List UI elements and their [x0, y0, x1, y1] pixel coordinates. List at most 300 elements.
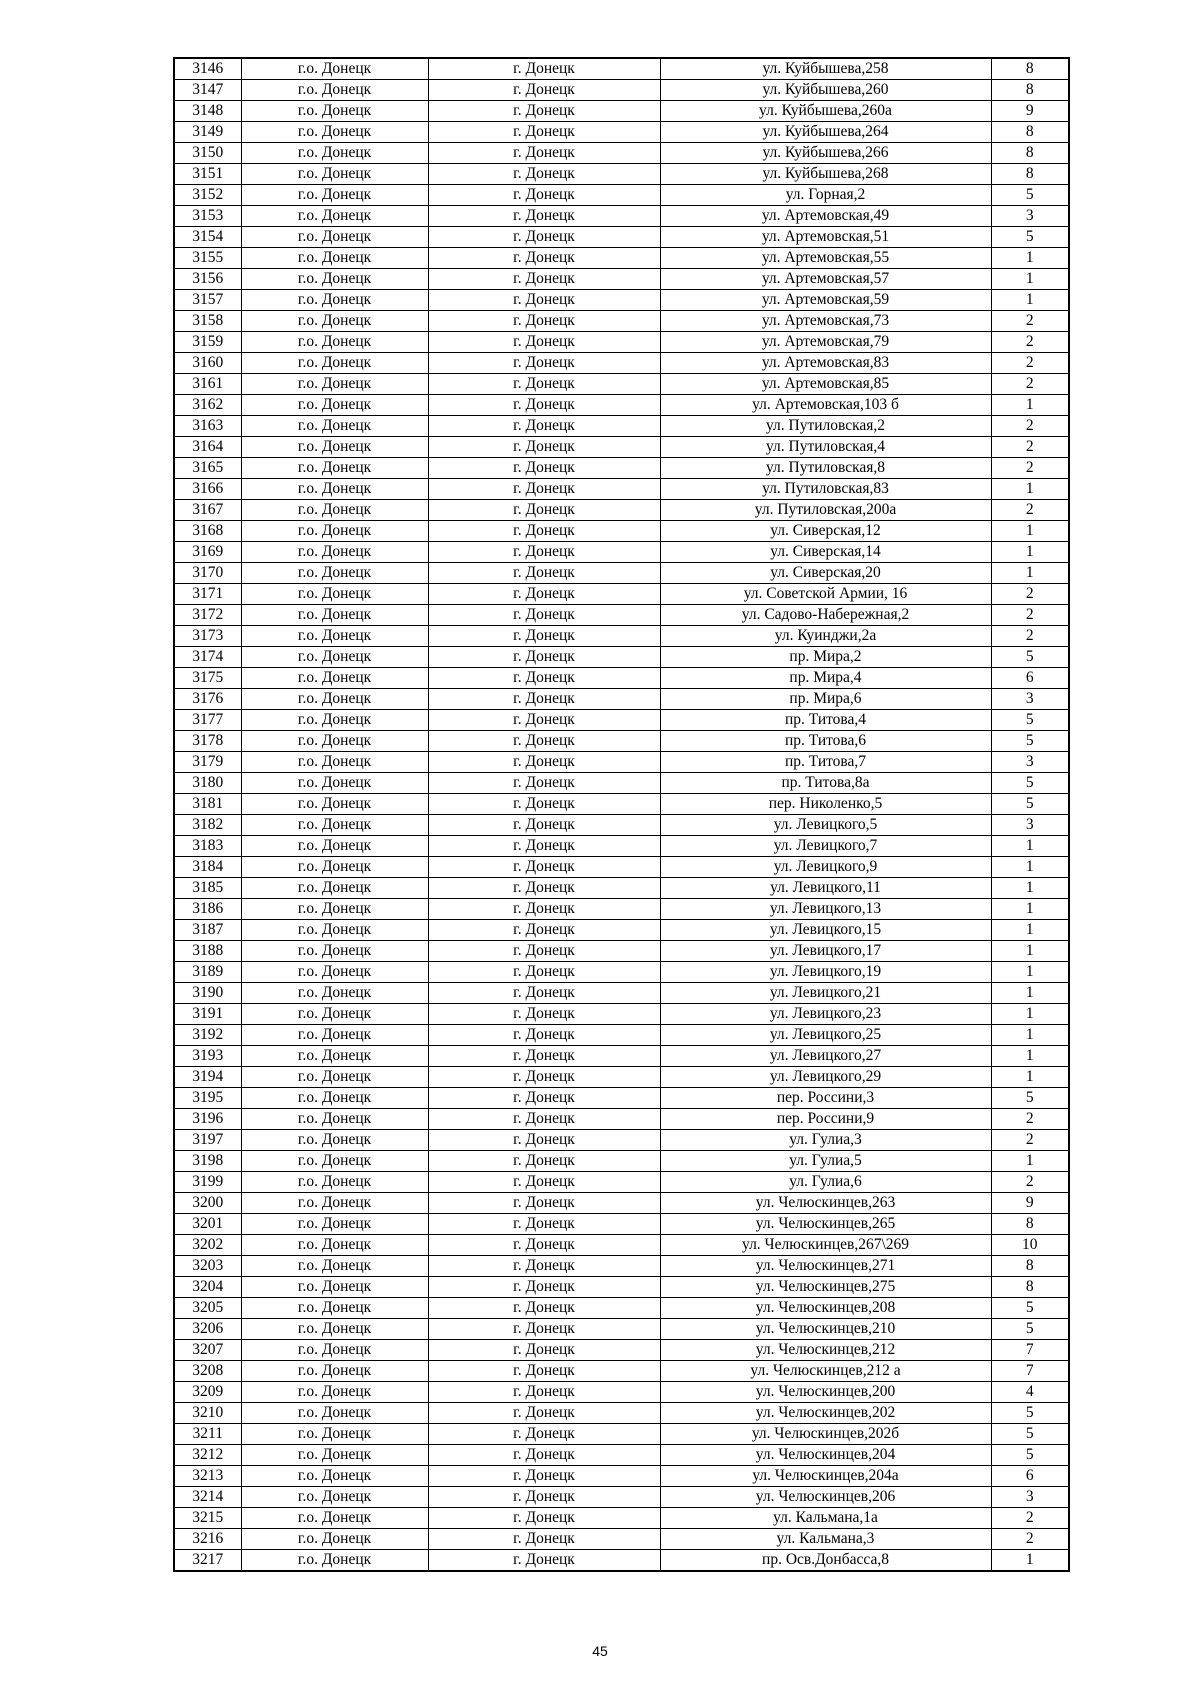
row-number-cell: 3169: [174, 542, 241, 563]
row-number-cell: 3211: [174, 1424, 241, 1445]
count-cell: 2: [991, 374, 1069, 395]
table-row: [174, 920, 1069, 941]
city-cell: г. Донецк: [428, 668, 660, 689]
count-cell: 5: [991, 1445, 1069, 1466]
address-cell: ул. Челюскинцев,204а: [660, 1466, 991, 1487]
row-number-cell: 3185: [174, 878, 241, 899]
table-row: [174, 752, 1069, 773]
count-cell: 2: [991, 584, 1069, 605]
row-number-cell: 3215: [174, 1508, 241, 1529]
row-number-cell: 3168: [174, 521, 241, 542]
city-cell: г. Донецк: [428, 1340, 660, 1361]
district-cell: г.о. Донецк: [241, 1193, 428, 1214]
city-cell: г. Донецк: [428, 353, 660, 374]
table-row: [174, 1256, 1069, 1277]
district-cell: г.о. Донецк: [241, 269, 428, 290]
row-number-cell: 3179: [174, 752, 241, 773]
table-row: [174, 353, 1069, 374]
count-cell: 7: [991, 1361, 1069, 1382]
district-cell: г.о. Донецк: [241, 101, 428, 122]
address-cell: ул. Путиловская,2: [660, 416, 991, 437]
count-cell: 1: [991, 1004, 1069, 1025]
row-number-cell: 3177: [174, 710, 241, 731]
address-cell: ул. Левицкого,11: [660, 878, 991, 899]
address-cell: ул. Кальмана,3: [660, 1529, 991, 1550]
count-cell: 6: [991, 668, 1069, 689]
city-cell: г. Донецк: [428, 1172, 660, 1193]
city-cell: г. Донецк: [428, 563, 660, 584]
address-cell: пер. Россини,3: [660, 1088, 991, 1109]
row-number-cell: 3153: [174, 206, 241, 227]
city-cell: г. Донецк: [428, 206, 660, 227]
address-cell: ул. Путиловская,200а: [660, 500, 991, 521]
row-number-cell: 3182: [174, 815, 241, 836]
city-cell: г. Донецк: [428, 1256, 660, 1277]
city-cell: г. Донецк: [428, 1445, 660, 1466]
district-cell: г.о. Донецк: [241, 500, 428, 521]
address-cell: ул. Левицкого,23: [660, 1004, 991, 1025]
row-number-cell: 3150: [174, 143, 241, 164]
table-row: [174, 773, 1069, 794]
table-row: [174, 668, 1069, 689]
row-number-cell: 3190: [174, 983, 241, 1004]
count-cell: 1: [991, 899, 1069, 920]
district-cell: г.о. Донецк: [241, 605, 428, 626]
address-cell: ул. Гулиа,3: [660, 1130, 991, 1151]
city-cell: г. Донецк: [428, 185, 660, 206]
count-cell: 9: [991, 101, 1069, 122]
city-cell: г. Донецк: [428, 227, 660, 248]
city-cell: г. Донецк: [428, 80, 660, 101]
count-cell: 2: [991, 500, 1069, 521]
table-row: [174, 1109, 1069, 1130]
table-row: [174, 1088, 1069, 1109]
district-cell: г.о. Донецк: [241, 1025, 428, 1046]
table-row: [174, 794, 1069, 815]
address-cell: ул. Советской Армии, 16: [660, 584, 991, 605]
district-cell: г.о. Донецк: [241, 647, 428, 668]
table-row: [174, 1403, 1069, 1424]
district-cell: г.о. Донецк: [241, 899, 428, 920]
row-number-cell: 3199: [174, 1172, 241, 1193]
table-row: [174, 941, 1069, 962]
city-cell: г. Донецк: [428, 58, 660, 80]
address-cell: ул. Левицкого,9: [660, 857, 991, 878]
table-row: [174, 1319, 1069, 1340]
address-cell: ул. Челюскинцев,204: [660, 1445, 991, 1466]
table-row: [174, 1067, 1069, 1088]
table-row: [174, 1277, 1069, 1298]
table-row: [174, 1004, 1069, 1025]
district-cell: г.о. Донецк: [241, 1319, 428, 1340]
row-number-cell: 3174: [174, 647, 241, 668]
district-cell: г.о. Донецк: [241, 1487, 428, 1508]
city-cell: г. Донецк: [428, 542, 660, 563]
table-row: [174, 584, 1069, 605]
city-cell: г. Донецк: [428, 794, 660, 815]
row-number-cell: 3212: [174, 1445, 241, 1466]
row-number-cell: 3200: [174, 1193, 241, 1214]
count-cell: 1: [991, 1067, 1069, 1088]
table-row: [174, 1214, 1069, 1235]
count-cell: 2: [991, 1508, 1069, 1529]
table-row: [174, 983, 1069, 1004]
city-cell: г. Донецк: [428, 1004, 660, 1025]
count-cell: 1: [991, 983, 1069, 1004]
city-cell: г. Донецк: [428, 122, 660, 143]
district-cell: г.о. Донецк: [241, 920, 428, 941]
district-cell: г.о. Донецк: [241, 1214, 428, 1235]
city-cell: г. Донецк: [428, 458, 660, 479]
city-cell: г. Донецк: [428, 983, 660, 1004]
address-cell: ул. Путиловская,8: [660, 458, 991, 479]
district-cell: г.о. Донецк: [241, 1382, 428, 1403]
count-cell: 8: [991, 80, 1069, 101]
city-cell: г. Донецк: [428, 1193, 660, 1214]
city-cell: г. Донецк: [428, 311, 660, 332]
address-cell: ул. Сиверская,14: [660, 542, 991, 563]
address-cell: пр. Титова,6: [660, 731, 991, 752]
district-cell: г.о. Донецк: [241, 710, 428, 731]
row-number-cell: 3202: [174, 1235, 241, 1256]
city-cell: г. Донецк: [428, 857, 660, 878]
address-cell: пер. Россини,9: [660, 1109, 991, 1130]
table-row: [174, 878, 1069, 899]
count-cell: 3: [991, 206, 1069, 227]
count-cell: 1: [991, 395, 1069, 416]
count-cell: 8: [991, 1256, 1069, 1277]
address-cell: ул. Артемовская,83: [660, 353, 991, 374]
count-cell: 1: [991, 542, 1069, 563]
table-row: [174, 689, 1069, 710]
count-cell: 5: [991, 1088, 1069, 1109]
table-row: [174, 58, 1069, 80]
address-cell: ул. Челюскинцев,265: [660, 1214, 991, 1235]
row-number-cell: 3189: [174, 962, 241, 983]
row-number-cell: 3157: [174, 290, 241, 311]
count-cell: 5: [991, 1298, 1069, 1319]
city-cell: г. Донецк: [428, 1235, 660, 1256]
district-cell: г.о. Донецк: [241, 1109, 428, 1130]
address-cell: пер. Николенко,5: [660, 794, 991, 815]
table-row: [174, 500, 1069, 521]
row-number-cell: 3216: [174, 1529, 241, 1550]
address-cell: ул. Артемовская,55: [660, 248, 991, 269]
count-cell: 10: [991, 1235, 1069, 1256]
address-cell: ул. Артемовская,85: [660, 374, 991, 395]
city-cell: г. Донецк: [428, 1109, 660, 1130]
row-number-cell: 3214: [174, 1487, 241, 1508]
address-cell: пр. Мира,4: [660, 668, 991, 689]
city-cell: г. Донецк: [428, 710, 660, 731]
table-row: [174, 1340, 1069, 1361]
row-number-cell: 3151: [174, 164, 241, 185]
city-cell: г. Донецк: [428, 836, 660, 857]
address-cell: ул. Куйбышева,264: [660, 122, 991, 143]
row-number-cell: 3203: [174, 1256, 241, 1277]
count-cell: 2: [991, 626, 1069, 647]
table-row: [174, 626, 1069, 647]
address-cell: ул. Артемовская,59: [660, 290, 991, 311]
row-number-cell: 3176: [174, 689, 241, 710]
count-cell: 8: [991, 1277, 1069, 1298]
count-cell: 5: [991, 1424, 1069, 1445]
district-cell: г.о. Донецк: [241, 395, 428, 416]
address-cell: ул. Путиловская,83: [660, 479, 991, 500]
address-cell: ул. Куинджи,2а: [660, 626, 991, 647]
city-cell: г. Донецк: [428, 395, 660, 416]
count-cell: 1: [991, 1046, 1069, 1067]
city-cell: г. Донецк: [428, 437, 660, 458]
city-cell: г. Донецк: [428, 878, 660, 899]
row-number-cell: 3164: [174, 437, 241, 458]
row-number-cell: 3209: [174, 1382, 241, 1403]
table-row: [174, 1361, 1069, 1382]
row-number-cell: 3166: [174, 479, 241, 500]
city-cell: г. Донецк: [428, 773, 660, 794]
row-number-cell: 3188: [174, 941, 241, 962]
row-number-cell: 3156: [174, 269, 241, 290]
city-cell: г. Донецк: [428, 1214, 660, 1235]
district-cell: г.о. Донецк: [241, 1403, 428, 1424]
address-cell: ул. Левицкого,13: [660, 899, 991, 920]
table-row: [174, 1025, 1069, 1046]
city-cell: г. Донецк: [428, 269, 660, 290]
city-cell: г. Донецк: [428, 584, 660, 605]
city-cell: г. Донецк: [428, 374, 660, 395]
district-cell: г.о. Донецк: [241, 731, 428, 752]
count-cell: 1: [991, 857, 1069, 878]
table-row: [174, 710, 1069, 731]
row-number-cell: 3204: [174, 1277, 241, 1298]
city-cell: г. Донецк: [428, 941, 660, 962]
address-cell: ул. Гулиа,5: [660, 1151, 991, 1172]
address-cell: ул. Челюскинцев,212 а: [660, 1361, 991, 1382]
district-cell: г.о. Донецк: [241, 1088, 428, 1109]
row-number-cell: 3186: [174, 899, 241, 920]
count-cell: 2: [991, 605, 1069, 626]
district-cell: г.о. Донецк: [241, 878, 428, 899]
district-cell: г.о. Донецк: [241, 1235, 428, 1256]
address-cell: ул. Левицкого,25: [660, 1025, 991, 1046]
table-row: [174, 899, 1069, 920]
count-cell: 8: [991, 143, 1069, 164]
district-cell: г.о. Донецк: [241, 794, 428, 815]
district-cell: г.о. Донецк: [241, 416, 428, 437]
city-cell: г. Донецк: [428, 899, 660, 920]
district-cell: г.о. Донецк: [241, 353, 428, 374]
city-cell: г. Донецк: [428, 1130, 660, 1151]
row-number-cell: 3183: [174, 836, 241, 857]
count-cell: 8: [991, 122, 1069, 143]
row-number-cell: 3197: [174, 1130, 241, 1151]
table-row: [174, 1235, 1069, 1256]
city-cell: г. Донецк: [428, 626, 660, 647]
district-cell: г.о. Донецк: [241, 1340, 428, 1361]
district-cell: г.о. Донецк: [241, 1529, 428, 1550]
count-cell: 8: [991, 164, 1069, 185]
table-row: [174, 101, 1069, 122]
row-number-cell: 3163: [174, 416, 241, 437]
count-cell: 2: [991, 1529, 1069, 1550]
count-cell: 1: [991, 1025, 1069, 1046]
district-cell: г.о. Донецк: [241, 437, 428, 458]
count-cell: 1: [991, 1151, 1069, 1172]
district-cell: г.о. Донецк: [241, 1424, 428, 1445]
district-cell: г.о. Донецк: [241, 689, 428, 710]
city-cell: г. Донецк: [428, 1046, 660, 1067]
district-cell: г.о. Донецк: [241, 290, 428, 311]
address-cell: ул. Левицкого,15: [660, 920, 991, 941]
table-row: [174, 1046, 1069, 1067]
city-cell: г. Донецк: [428, 332, 660, 353]
address-cell: пр. Мира,6: [660, 689, 991, 710]
row-number-cell: 3161: [174, 374, 241, 395]
district-cell: г.о. Донецк: [241, 311, 428, 332]
row-number-cell: 3178: [174, 731, 241, 752]
district-cell: г.о. Донецк: [241, 479, 428, 500]
city-cell: г. Донецк: [428, 605, 660, 626]
count-cell: 1: [991, 521, 1069, 542]
table-row: [174, 164, 1069, 185]
table-row: [174, 1487, 1069, 1508]
district-cell: г.о. Донецк: [241, 1508, 428, 1529]
count-cell: 2: [991, 332, 1069, 353]
district-cell: г.о. Донецк: [241, 164, 428, 185]
city-cell: г. Донецк: [428, 1382, 660, 1403]
row-number-cell: 3160: [174, 353, 241, 374]
row-number-cell: 3213: [174, 1466, 241, 1487]
address-cell: ул. Челюскинцев,275: [660, 1277, 991, 1298]
table-row: [174, 1151, 1069, 1172]
address-cell: ул. Артемовская,79: [660, 332, 991, 353]
address-cell: ул. Куйбышева,266: [660, 143, 991, 164]
address-cell: ул. Садово-Набережная,2: [660, 605, 991, 626]
district-cell: г.о. Донецк: [241, 374, 428, 395]
count-cell: 8: [991, 1214, 1069, 1235]
address-cell: ул. Челюскинцев,210: [660, 1319, 991, 1340]
address-cell: пр. Титова,4: [660, 710, 991, 731]
district-cell: г.о. Донецк: [241, 983, 428, 1004]
row-number-cell: 3206: [174, 1319, 241, 1340]
count-cell: 5: [991, 731, 1069, 752]
count-cell: 3: [991, 689, 1069, 710]
city-cell: г. Донецк: [428, 1277, 660, 1298]
city-cell: г. Донецк: [428, 1424, 660, 1445]
count-cell: 2: [991, 311, 1069, 332]
district-cell: г.о. Донецк: [241, 122, 428, 143]
address-cell: ул. Челюскинцев,206: [660, 1487, 991, 1508]
page-number: 45: [592, 1643, 608, 1659]
count-cell: 2: [991, 353, 1069, 374]
count-cell: 9: [991, 1193, 1069, 1214]
city-cell: г. Донецк: [428, 290, 660, 311]
city-cell: г. Донецк: [428, 248, 660, 269]
address-cell: ул. Сиверская,12: [660, 521, 991, 542]
count-cell: 1: [991, 290, 1069, 311]
table-row: [174, 647, 1069, 668]
table-row: [174, 1130, 1069, 1151]
table-row: [174, 80, 1069, 101]
address-cell: пр. Осв.Донбасса,8: [660, 1550, 991, 1572]
district-cell: г.о. Донецк: [241, 206, 428, 227]
table-row: [174, 962, 1069, 983]
table-row: [174, 1508, 1069, 1529]
row-number-cell: 3155: [174, 248, 241, 269]
district-cell: г.о. Донецк: [241, 1550, 428, 1572]
city-cell: г. Донецк: [428, 1151, 660, 1172]
count-cell: 2: [991, 1109, 1069, 1130]
city-cell: г. Донецк: [428, 164, 660, 185]
row-number-cell: 3172: [174, 605, 241, 626]
row-number-cell: 3152: [174, 185, 241, 206]
count-cell: 5: [991, 227, 1069, 248]
table-row: [174, 1382, 1069, 1403]
table-row: [174, 836, 1069, 857]
table-row: [174, 815, 1069, 836]
district-cell: г.о. Донецк: [241, 1256, 428, 1277]
district-cell: г.о. Донецк: [241, 752, 428, 773]
row-number-cell: 3154: [174, 227, 241, 248]
address-cell: ул. Артемовская,73: [660, 311, 991, 332]
count-cell: 5: [991, 185, 1069, 206]
district-cell: г.о. Донецк: [241, 248, 428, 269]
address-cell: ул. Куйбышева,260: [660, 80, 991, 101]
address-cell: ул. Путиловская,4: [660, 437, 991, 458]
district-cell: г.о. Донецк: [241, 815, 428, 836]
count-cell: 1: [991, 1550, 1069, 1572]
count-cell: 1: [991, 479, 1069, 500]
district-cell: г.о. Донецк: [241, 80, 428, 101]
city-cell: г. Донецк: [428, 143, 660, 164]
row-number-cell: 3159: [174, 332, 241, 353]
table-row: [174, 521, 1069, 542]
table-row: [174, 1298, 1069, 1319]
city-cell: г. Донецк: [428, 815, 660, 836]
table-row: [174, 1550, 1069, 1572]
address-cell: ул. Артемовская,51: [660, 227, 991, 248]
address-cell: ул. Челюскинцев,267\269: [660, 1235, 991, 1256]
district-cell: г.о. Донецк: [241, 1046, 428, 1067]
city-cell: г. Донецк: [428, 1550, 660, 1572]
table-row: [174, 563, 1069, 584]
district-cell: г.о. Донецк: [241, 563, 428, 584]
row-number-cell: 3170: [174, 563, 241, 584]
city-cell: г. Донецк: [428, 1088, 660, 1109]
row-number-cell: 3195: [174, 1088, 241, 1109]
district-cell: г.о. Донецк: [241, 1004, 428, 1025]
table-row: [174, 206, 1069, 227]
count-cell: 1: [991, 878, 1069, 899]
count-cell: 2: [991, 437, 1069, 458]
row-number-cell: 3165: [174, 458, 241, 479]
count-cell: 7: [991, 1340, 1069, 1361]
table-row: [174, 185, 1069, 206]
district-cell: г.о. Донецк: [241, 521, 428, 542]
count-cell: 1: [991, 836, 1069, 857]
address-cell: ул. Левицкого,19: [660, 962, 991, 983]
district-cell: г.о. Донецк: [241, 857, 428, 878]
count-cell: 3: [991, 1487, 1069, 1508]
address-cell: ул. Челюскинцев,202б: [660, 1424, 991, 1445]
city-cell: г. Донецк: [428, 500, 660, 521]
address-cell: ул. Гулиа,6: [660, 1172, 991, 1193]
table-row: [174, 1424, 1069, 1445]
count-cell: 2: [991, 1130, 1069, 1151]
count-cell: 8: [991, 58, 1069, 80]
district-cell: г.о. Донецк: [241, 227, 428, 248]
count-cell: 2: [991, 458, 1069, 479]
